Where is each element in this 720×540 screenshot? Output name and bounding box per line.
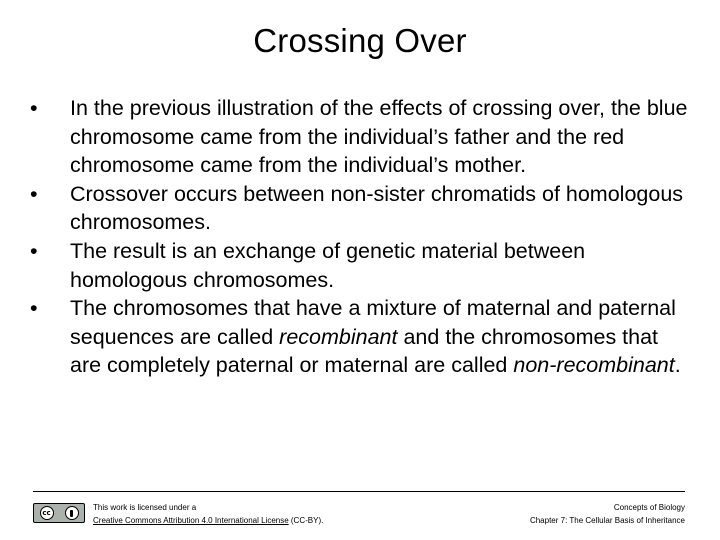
attribution-icon <box>65 506 79 520</box>
bullet-glyph: • <box>30 238 38 263</box>
term-recombinant: recombinant <box>279 324 398 349</box>
cc-license-badge[interactable] <box>33 503 85 523</box>
person-icon <box>70 510 73 517</box>
bullet-text-part: The chromosomes that have a mixture of maternal and paternal sequences are called <box>70 296 676 349</box>
license-suffix: (CC-BY). <box>288 516 324 525</box>
license-notice <box>93 501 323 527</box>
bullet-glyph: • <box>30 181 38 206</box>
bullet-text-part: and the chromosomes that are completely paternal or maternal are called <box>70 324 659 378</box>
license-line-2 <box>93 514 323 527</box>
bullet-glyph: • <box>30 296 38 321</box>
bullet-item <box>30 94 690 180</box>
cc-label: cc <box>42 509 51 517</box>
bullet-glyph: • <box>30 96 38 120</box>
license-link[interactable]: Creative Commons Attribution 4.0 International License <box>93 516 289 525</box>
course-credit <box>530 501 685 527</box>
bullet-list <box>30 94 690 380</box>
bullet-item <box>30 237 690 294</box>
course-name: Concepts of Biology <box>613 503 685 512</box>
license-line: This work is licensed under a <box>93 503 197 512</box>
chapter-name: Chapter 7: The Cellular Basis of Inheritance <box>529 516 685 525</box>
bullet-text: The result is an exchange of genetic material between homologous chromosomes. <box>70 238 586 292</box>
slide-title: Crossing Over <box>253 22 467 59</box>
creative-commons-icon <box>40 506 54 520</box>
bullet-item <box>30 294 690 380</box>
bullet-text <box>70 296 681 377</box>
bullet-item <box>30 180 690 237</box>
term-non-recombinant: non-recombinant <box>513 353 675 378</box>
bullet-text-part: . <box>674 353 681 378</box>
bullet-text: Crossover occurs between non-sister chromatids of homologous chromosomes. <box>70 181 684 235</box>
footer-divider <box>33 491 685 492</box>
bullet-text: In the previous illustration of the effects of crossing over, the blue chromosome came from the individual’s father and the red chromosome came from the individual’s mother. <box>70 96 688 178</box>
